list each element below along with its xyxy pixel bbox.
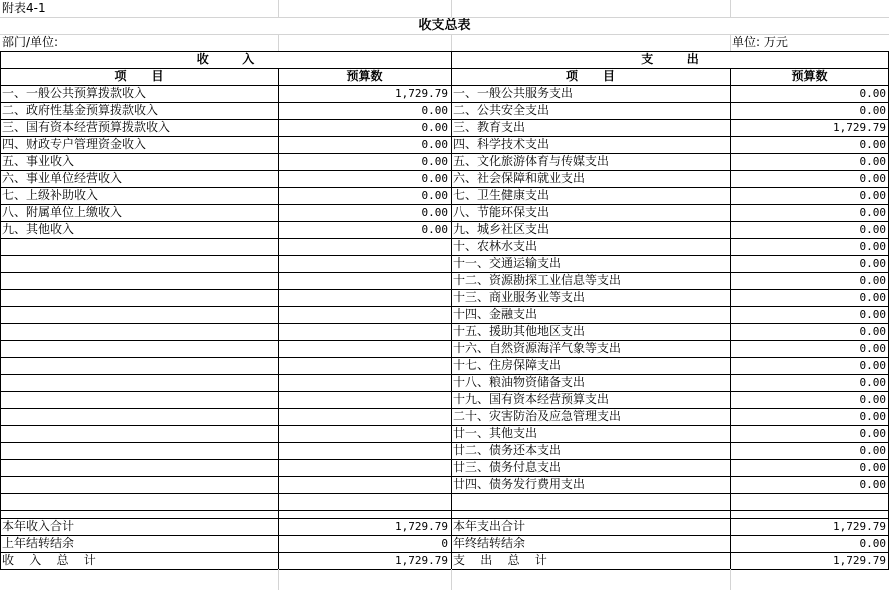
row-divider: [0, 85, 889, 86]
expense-value[interactable]: 0.00: [859, 393, 886, 406]
expense-item[interactable]: 廿四、债务发行费用支出: [453, 477, 586, 491]
row-divider: [0, 569, 889, 570]
table-row: [0, 493, 889, 510]
income-header[interactable]: 收 入: [196, 52, 255, 66]
column-divider: [0, 51, 1, 569]
col-budget-expense[interactable]: 预算数: [791, 69, 828, 83]
column-divider: [730, 0, 731, 17]
income-value[interactable]: 0.00: [421, 138, 448, 151]
income-total-label[interactable]: 上年结转结余: [2, 536, 75, 550]
total-row: [0, 518, 889, 535]
expense-item[interactable]: 二十、灾害防治及应急管理支出: [453, 409, 622, 423]
income-value[interactable]: 0.00: [421, 206, 448, 219]
table-row: [0, 204, 889, 221]
income-value[interactable]: [278, 357, 451, 374]
expense-item[interactable]: 三、教育支出: [453, 120, 526, 134]
expense-item[interactable]: 五、文化旅游体育与传媒支出: [453, 154, 610, 168]
column-divider: [278, 34, 279, 51]
table-row: [0, 136, 889, 153]
expense-value[interactable]: 0.00: [859, 308, 886, 321]
row-divider: [0, 442, 889, 443]
expense-item[interactable]: 廿三、债务付息支出: [453, 460, 562, 474]
income-item[interactable]: [0, 425, 278, 442]
income-item[interactable]: 八、附属单位上缴收入: [2, 205, 123, 219]
table-row: [0, 187, 889, 204]
column-divider: [278, 0, 279, 17]
income-value[interactable]: [278, 255, 451, 272]
col-budget-income[interactable]: 预算数: [346, 69, 383, 83]
income-total-value[interactable]: 1,729.79: [395, 554, 448, 567]
table-row: [0, 408, 889, 425]
expense-item[interactable]: [451, 493, 730, 510]
row-divider: [0, 306, 889, 307]
expense-value[interactable]: 0.00: [859, 223, 886, 236]
income-item[interactable]: [0, 357, 278, 374]
income-item[interactable]: 六、事业单位经营收入: [2, 171, 123, 185]
income-item[interactable]: [0, 493, 278, 510]
income-total-value[interactable]: 1,729.79: [395, 520, 448, 533]
row-divider: [0, 272, 889, 273]
expense-item[interactable]: 九、城乡社区支出: [453, 222, 550, 236]
income-value[interactable]: [278, 289, 451, 306]
expense-value[interactable]: 0.00: [859, 410, 886, 423]
row-divider: [0, 187, 889, 188]
table-row: [0, 289, 889, 306]
income-value[interactable]: [278, 425, 451, 442]
expense-item[interactable]: 一、一般公共服务支出: [453, 86, 574, 100]
income-value[interactable]: [278, 323, 451, 340]
income-total-label[interactable]: 收 入 总 计: [2, 553, 96, 567]
sheet-label[interactable]: 附表4-1: [2, 1, 46, 15]
income-value[interactable]: [278, 442, 451, 459]
income-item[interactable]: [0, 374, 278, 391]
income-value[interactable]: [278, 238, 451, 255]
income-item[interactable]: [0, 408, 278, 425]
col-item-income[interactable]: 项 目: [114, 69, 164, 83]
income-total-value[interactable]: 0: [441, 537, 448, 550]
expense-value[interactable]: 0.00: [859, 274, 886, 287]
expense-item[interactable]: 七、卫生健康支出: [453, 188, 550, 202]
income-value[interactable]: 0.00: [421, 104, 448, 117]
column-divider: [451, 0, 452, 17]
table-row: [0, 459, 889, 476]
table-row: [0, 323, 889, 340]
table-row: [0, 170, 889, 187]
income-value[interactable]: [278, 493, 451, 510]
income-item[interactable]: [0, 340, 278, 357]
income-value[interactable]: 0.00: [421, 155, 448, 168]
income-item[interactable]: [0, 272, 278, 289]
income-item[interactable]: [0, 306, 278, 323]
expense-item[interactable]: 十一、交通运输支出: [453, 256, 562, 270]
expense-total-label[interactable]: 年终结转结余: [453, 536, 526, 550]
income-item[interactable]: 三、国有资本经营预算拨款收入: [2, 120, 171, 134]
expense-value[interactable]: 0.00: [859, 342, 886, 355]
income-value[interactable]: 0.00: [421, 121, 448, 134]
column-divider: [730, 68, 731, 569]
expense-total-label[interactable]: 本年支出合计: [453, 519, 526, 533]
row-title: [0, 17, 889, 34]
expense-item[interactable]: 十七、住房保障支出: [453, 358, 562, 372]
expense-total-label[interactable]: 支 出 总 计: [453, 553, 547, 567]
table-row: [0, 85, 889, 102]
row-divider: [0, 357, 889, 358]
income-value[interactable]: [278, 391, 451, 408]
row-divider: [0, 17, 889, 18]
column-divider: [730, 569, 731, 590]
row-divider: [0, 552, 889, 553]
income-item[interactable]: [0, 238, 278, 255]
row-divider: [0, 476, 889, 477]
income-item[interactable]: 五、事业收入: [2, 154, 75, 168]
row-divider: [0, 136, 889, 137]
table-row: [0, 238, 889, 255]
row-divider: [0, 493, 889, 494]
income-value[interactable]: [278, 408, 451, 425]
expense-value[interactable]: 1,729.79: [833, 121, 886, 134]
income-value[interactable]: [278, 476, 451, 493]
income-value[interactable]: 0.00: [421, 189, 448, 202]
expense-value[interactable]: 0.00: [859, 461, 886, 474]
table-row: [0, 425, 889, 442]
expense-value[interactable]: 0.00: [859, 138, 886, 151]
expense-value[interactable]: [730, 493, 889, 510]
expense-value[interactable]: 0.00: [859, 155, 886, 168]
income-item[interactable]: [0, 391, 278, 408]
expense-item[interactable]: 十五、援助其他地区支出: [453, 324, 586, 338]
expense-value[interactable]: 0.00: [859, 189, 886, 202]
row-divider: [0, 238, 889, 239]
row-divider: [0, 518, 889, 519]
expense-value[interactable]: 0.00: [859, 104, 886, 117]
column-divider: [451, 569, 452, 590]
expense-value[interactable]: 0.00: [859, 240, 886, 253]
total-row: [0, 535, 889, 552]
income-value[interactable]: [278, 272, 451, 289]
expense-item[interactable]: 廿一、其他支出: [453, 426, 538, 440]
row-divider: [0, 119, 889, 120]
column-divider: [278, 68, 279, 569]
row-divider: [0, 408, 889, 409]
col-item-expense[interactable]: 项 目: [565, 69, 616, 83]
row-divider: [0, 374, 889, 375]
row-divider: [0, 153, 889, 154]
income-item[interactable]: [0, 323, 278, 340]
row-divider: [0, 510, 889, 511]
income-value[interactable]: 1,729.79: [395, 87, 448, 100]
row-divider: [0, 204, 889, 205]
row-divider: [0, 68, 889, 69]
expense-item[interactable]: 十八、粮油物资储备支出: [453, 375, 586, 389]
table-row: [0, 272, 889, 289]
expense-item[interactable]: 十四、金融支出: [453, 307, 538, 321]
table-row: [0, 442, 889, 459]
income-item[interactable]: 二、政府性基金预算拨款收入: [2, 103, 159, 117]
expense-value[interactable]: 0.00: [859, 257, 886, 270]
row-divider: [0, 102, 889, 103]
expense-value[interactable]: 0.00: [859, 291, 886, 304]
table-row: [0, 391, 889, 408]
expense-value[interactable]: 0.00: [859, 444, 886, 457]
income-item[interactable]: [0, 476, 278, 493]
total-row: [0, 552, 889, 569]
expense-value[interactable]: 0.00: [859, 427, 886, 440]
expense-value[interactable]: 0.00: [859, 172, 886, 185]
income-item[interactable]: [0, 459, 278, 476]
dept-label[interactable]: 部门/单位:: [2, 35, 59, 49]
unit-label[interactable]: 单位: 万元: [732, 35, 788, 49]
expense-item[interactable]: 廿二、债务还本支出: [453, 443, 562, 457]
expense-total-value[interactable]: 0.00: [859, 537, 886, 550]
row-divider: [0, 221, 889, 222]
expense-total-value[interactable]: 1,729.79: [833, 520, 886, 533]
income-item[interactable]: [0, 255, 278, 272]
table-title[interactable]: 收支总表: [418, 18, 471, 33]
expense-item[interactable]: 十三、商业服务业等支出: [453, 290, 586, 304]
expense-value[interactable]: 0.00: [859, 478, 886, 491]
row-section-header: [0, 51, 889, 68]
row-divider: [0, 170, 889, 171]
table-row: [0, 340, 889, 357]
row-divider: [0, 289, 889, 290]
expense-item[interactable]: 十、农林水支出: [453, 239, 538, 253]
table-row: [0, 374, 889, 391]
income-item[interactable]: 九、其他收入: [2, 222, 75, 236]
table-row: [0, 119, 889, 136]
expense-item[interactable]: 八、节能环保支出: [453, 205, 550, 219]
expense-item[interactable]: 四、科学技术支出: [453, 137, 550, 151]
column-divider: [730, 34, 731, 51]
table-row: [0, 153, 889, 170]
expense-item[interactable]: 十九、国有资本经营预算支出: [453, 392, 610, 406]
income-value[interactable]: [278, 340, 451, 357]
income-total-label[interactable]: 本年收入合计: [2, 519, 75, 533]
expense-value[interactable]: 0.00: [859, 325, 886, 338]
row-dept-unit: [0, 34, 889, 51]
row-divider: [0, 425, 889, 426]
table-row: [0, 221, 889, 238]
row-divider: [0, 340, 889, 341]
expense-item[interactable]: 六、社会保障和就业支出: [453, 171, 586, 185]
expense-value[interactable]: 0.00: [859, 376, 886, 389]
income-value[interactable]: [278, 374, 451, 391]
expense-total-value[interactable]: 1,729.79: [833, 554, 886, 567]
income-item[interactable]: [0, 442, 278, 459]
expense-item[interactable]: 二、公共安全支出: [453, 103, 550, 117]
table-row: [0, 357, 889, 374]
expense-item[interactable]: 十六、自然资源海洋气象等支出: [453, 341, 622, 355]
column-divider: [278, 569, 279, 590]
income-value[interactable]: [278, 459, 451, 476]
row-divider: [0, 34, 889, 35]
expense-value[interactable]: 0.00: [859, 87, 886, 100]
table-row: [0, 255, 889, 272]
expense-value[interactable]: 0.00: [859, 206, 886, 219]
row-divider: [0, 51, 889, 52]
table-row: [0, 306, 889, 323]
income-item[interactable]: 七、上级补助收入: [2, 188, 99, 202]
row-divider: [0, 459, 889, 460]
income-item[interactable]: 一、一般公共预算拨款收入: [2, 86, 147, 100]
income-value[interactable]: 0.00: [421, 172, 448, 185]
column-divider: [451, 34, 452, 51]
table-row: [0, 102, 889, 119]
expense-header[interactable]: 支 出: [641, 52, 699, 66]
row-divider: [0, 391, 889, 392]
expense-value[interactable]: 0.00: [859, 359, 886, 372]
table-row: [0, 476, 889, 493]
row-divider: [0, 323, 889, 324]
row-sheet-label: [0, 0, 889, 17]
row-divider: [0, 535, 889, 536]
income-item[interactable]: [0, 289, 278, 306]
row-column-header: [0, 68, 889, 85]
row-divider: [0, 255, 889, 256]
income-value[interactable]: 0.00: [421, 223, 448, 236]
expense-item[interactable]: 十二、资源勘探工业信息等支出: [453, 273, 622, 287]
income-item[interactable]: 四、财政专户管理资金收入: [2, 137, 147, 151]
column-divider: [451, 51, 452, 569]
income-value[interactable]: [278, 306, 451, 323]
